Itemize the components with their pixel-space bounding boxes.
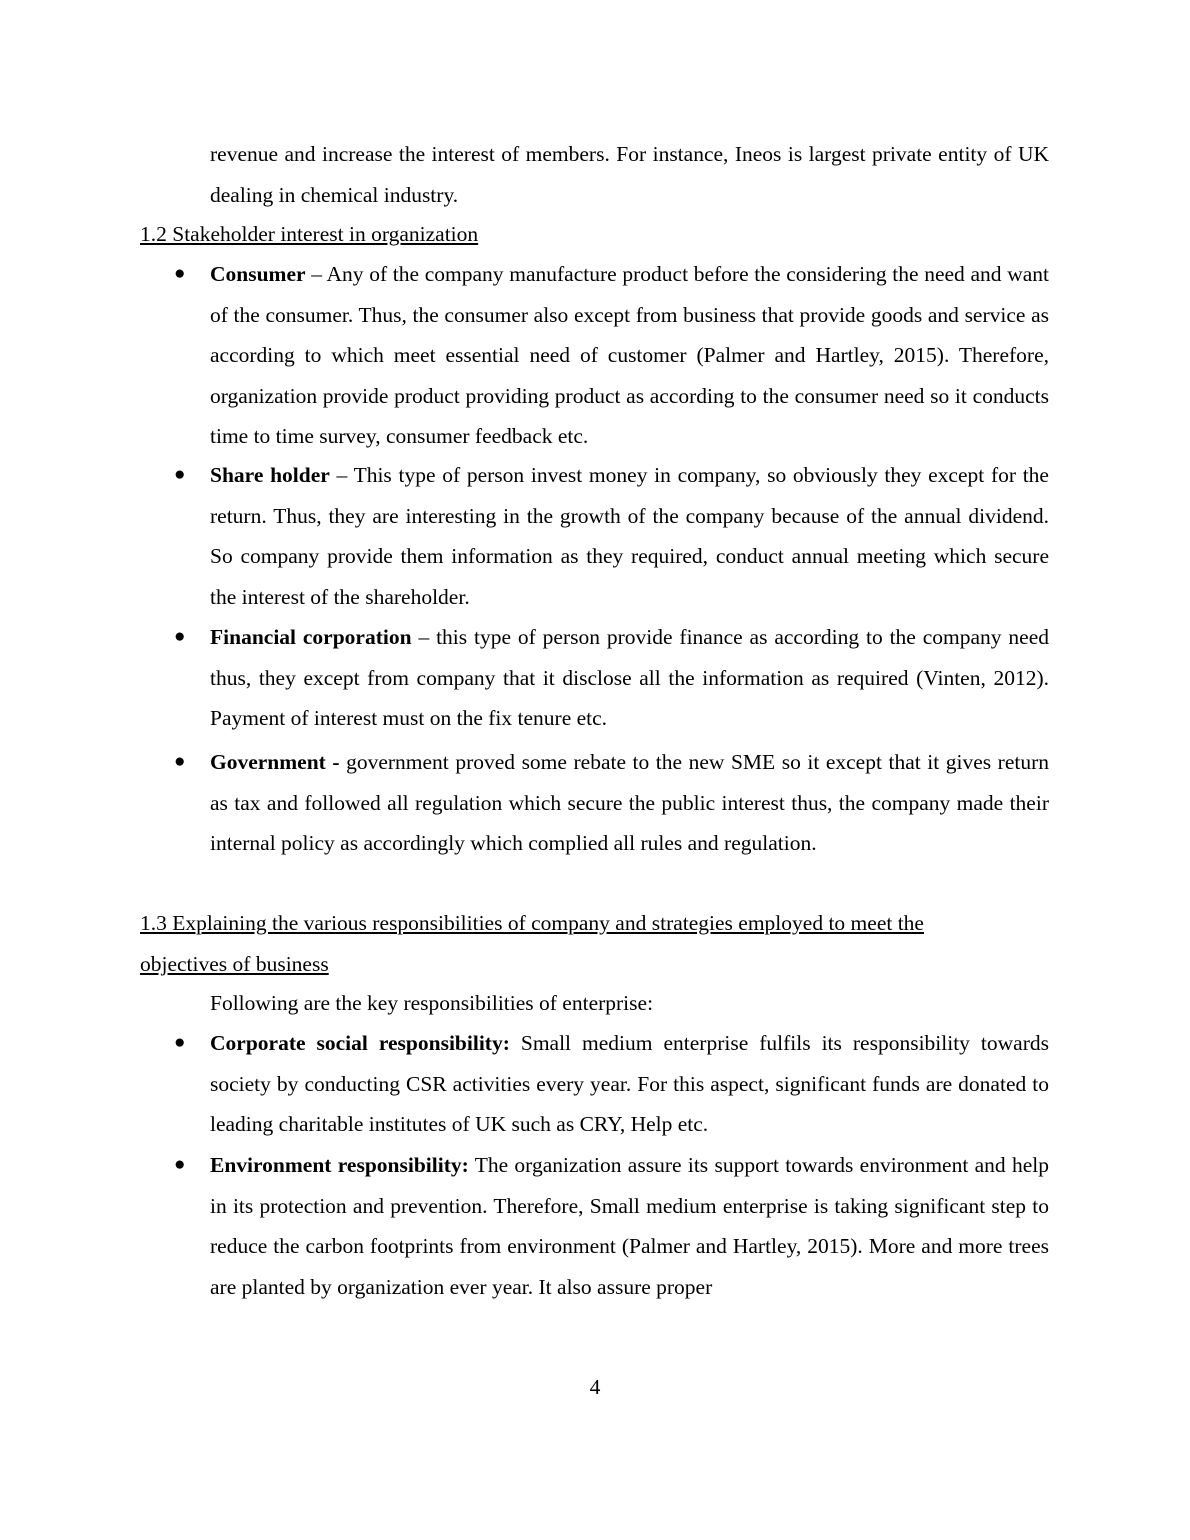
list-item-separator: - <box>325 750 347 774</box>
section-1-3-heading <box>140 903 1049 984</box>
list-item-separator: – <box>305 262 327 286</box>
bullet-icon: ● <box>174 1032 186 1053</box>
bullet-icon: ● <box>174 464 186 485</box>
section-1-3-heading-line2: objectives of business <box>140 951 329 976</box>
list-item-term: Consumer <box>210 262 306 286</box>
bullet-icon: ● <box>174 751 186 772</box>
list-item-text: this type of person provide finance as according to the company need thus, they except from company that it disclose all the information as required (Vinten, 2012). Payment of interest must on the fix tenure etc. <box>210 625 1049 730</box>
intro-paragraph: revenue and increase the interest of members. For instance, Ineos is largest private entity of UK dealing in chemical industry. <box>210 142 1049 207</box>
bullet-icon: ● <box>174 1154 186 1175</box>
list-item-text: government proved some rebate to the new SME so it except that it gives return as tax and followed all regulation which secure the public interest thus, the company made their internal policy as accordingly which complied all rules and regulation. <box>210 750 1050 855</box>
list-item-term: Share holder <box>210 463 330 487</box>
list-item-text: This type of person invest money in company, so obviously they except for the return. Thus, they are interesting in the growth of the company because of the annual dividend. So company provide them information as they required, conduct annual meeting which secure the interest of the shareholder. <box>210 463 1049 609</box>
list-item-term: Environment responsibility: <box>210 1153 469 1177</box>
page-number: 4 <box>589 1375 601 1399</box>
section-1-3-intro: Following are the key responsibilities of enterprise: <box>210 991 654 1015</box>
list-item-environment <box>174 1145 1049 1307</box>
list-item-csr <box>174 1023 1049 1145</box>
list-item-financial-corporation <box>174 617 1049 739</box>
section-1-3-heading-line1: 1.3 Explaining the various responsibilities of company and strategies employed to meet the <box>140 911 924 935</box>
list-item-share-holder <box>174 455 1049 617</box>
list-item-consumer <box>174 254 1049 457</box>
list-item-term: Corporate social responsibility: <box>210 1031 510 1055</box>
list-item-term: Government <box>210 750 326 774</box>
list-item-government <box>174 742 1050 864</box>
list-item-separator: – <box>411 625 437 649</box>
list-item-text: The organization assure its support towards environment and help in its protection and prevention. Therefore, Small medium enterprise is taking significant step to reduce the carbon footprints from environment (Palmer and Hartley, 2015). More and more trees are planted by organization ever year. It also assure proper <box>210 1153 1049 1299</box>
section-1-2-heading: 1.2 Stakeholder interest in organization <box>140 222 479 246</box>
bullet-icon: ● <box>174 626 186 647</box>
list-item-separator: – <box>329 463 354 487</box>
list-item-text: Any of the company manufacture product before the considering the need and want of the consumer. Thus, the consumer also except from business that provide goods and service as according to which meet essential need of customer (Palmer and Hartley, 2015). Therefore, organization provide product providing product as according to the consumer need so it conducts time to time survey, consumer feedback etc. <box>210 262 1049 448</box>
list-item-text: Small medium enterprise fulfils its responsibility towards society by conducting CSR activities every year. For this aspect, significant funds are donated to leading charitable institutes of UK such as CRY, Help etc. <box>210 1031 1049 1136</box>
bullet-icon: ● <box>174 263 186 284</box>
list-item-term: Financial corporation <box>210 625 412 649</box>
